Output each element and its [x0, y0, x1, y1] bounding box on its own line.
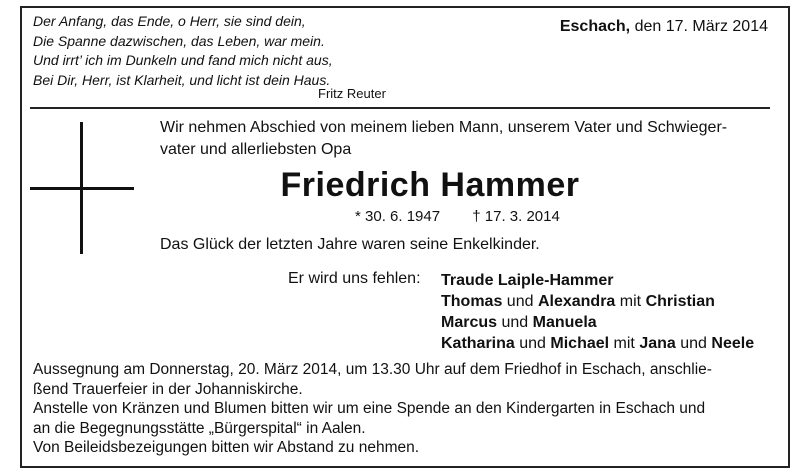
deceased-name: Friedrich Hammer — [280, 166, 580, 204]
intro-text — [160, 117, 770, 161]
mourner-name: Michael — [550, 335, 610, 352]
poem-line: Die Spanne dazwischen, das Leben, war mein. — [33, 32, 325, 49]
notice-line: Von Beileidsbezeigungen bitten wir Abstand zu nehmen. — [33, 439, 420, 456]
connector: und — [501, 314, 529, 331]
mourner-name: Alexandra — [537, 293, 616, 310]
poem-line: Bei Dir, Herr, ist Klarheit, und licht ist dein Haus. — [33, 71, 331, 88]
divider-line — [30, 107, 770, 109]
connector: und — [680, 335, 707, 352]
mourner-name: Manuela — [532, 314, 597, 331]
notice-line: Aussegnung am Donnerstag, 20. März 2014, um 13.30 Uhr auf dem Friedhof in Eschach, anschlie- — [33, 361, 712, 378]
funeral-notice — [33, 360, 778, 458]
mourner-name: Marcus — [441, 314, 498, 331]
mourner-name: Christian — [645, 293, 715, 310]
intro-line: vater und allerliebsten Opa — [160, 141, 352, 158]
poem-line: Der Anfang, das Ende, o Herr, sie sind dein, — [33, 13, 306, 29]
poem — [33, 12, 453, 90]
mourner-row — [441, 312, 754, 333]
mourner-row — [441, 333, 754, 354]
mourner-row — [441, 270, 754, 291]
mourners-label: Er wird uns fehlen: — [288, 270, 421, 287]
connector: und — [506, 293, 534, 310]
notice-line: an die Begegnungsstätte „Bürgerspital“ in Aalen. — [33, 419, 366, 437]
date: den 17. März 2014 — [634, 18, 768, 35]
mourners-list — [441, 270, 754, 354]
mourner-name: Traude Laiple-Hammer — [441, 272, 614, 289]
connector: und — [519, 335, 546, 352]
mourner-name: Neele — [711, 335, 755, 352]
notice-line: Anstelle von Kränzen und Blumen bitten wir um eine Spende an den Kindergarten in Eschach und — [33, 400, 706, 417]
place: Eschach, — [559, 18, 631, 35]
poem-author: Fritz Reuter — [318, 86, 386, 101]
poem-line: Und irrt’ ich im Dunkeln und fand mich nicht aus, — [33, 52, 333, 68]
intro-line: Wir nehmen Abschied von meinem lieben Mann, unserem Vater und Schwieger- — [160, 119, 728, 136]
life-dates — [355, 208, 560, 225]
grandchildren-note: Das Glück der letzten Jahre waren seine Enkelkinder. — [160, 236, 540, 253]
place-date — [560, 18, 768, 36]
mourner-name: Thomas — [441, 293, 503, 310]
notice-line: ßend Trauerfeier in der Johanniskirche. — [33, 380, 303, 398]
mourner-name: Jana — [639, 335, 676, 352]
birth-date: * 30. 6. 1947 — [355, 208, 441, 225]
mourner-row — [441, 291, 754, 312]
mourner-name: Katharina — [441, 335, 515, 352]
connector: mit — [619, 293, 642, 310]
death-date: † 17. 3. 2014 — [472, 208, 560, 225]
connector: mit — [613, 335, 635, 352]
